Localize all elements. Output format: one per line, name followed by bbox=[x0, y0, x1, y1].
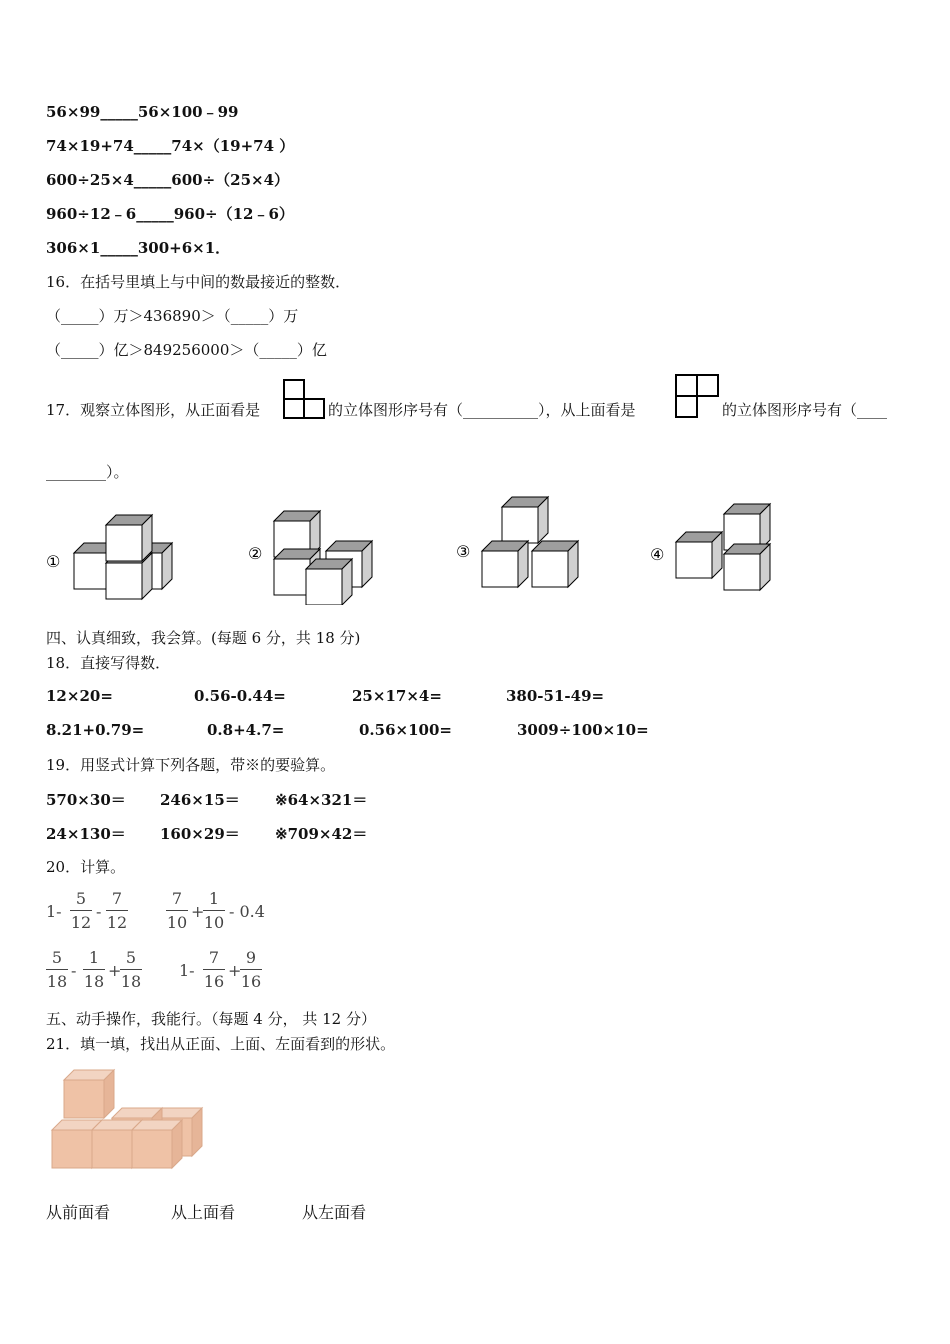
cube-figure-2 bbox=[246, 505, 386, 605]
question-16-title: 16．在括号里填上与中间的数最接近的整数． bbox=[46, 273, 351, 291]
q16-row: （_____）万＞436890＞（_____）万 bbox=[46, 307, 299, 325]
figure-label: ① bbox=[46, 552, 61, 571]
view-label-front: 从前面看 bbox=[46, 1203, 111, 1222]
question-21-title: 21．填一填，找出从正面、上面、左面看到的形状。 bbox=[46, 1035, 396, 1053]
comparison-line: 74×19+74_____74×（19+74 ） bbox=[46, 137, 295, 155]
q19-item: ※64×321＝ bbox=[275, 791, 368, 809]
fraction: 5 12 bbox=[70, 889, 92, 932]
fraction: 9 16 bbox=[240, 948, 262, 991]
q19-item: 24×130＝ bbox=[46, 825, 126, 843]
fraction: 1 18 bbox=[83, 948, 105, 991]
comparison-line: 56×99_____56×100﹣99 bbox=[46, 103, 239, 121]
question-17-middle: 的立体图形序号有（__________），从上面看是 bbox=[328, 401, 636, 419]
expr-text: - 0.4 bbox=[229, 902, 265, 921]
question-17-continuation: ________）。 bbox=[46, 463, 129, 481]
cube-figure-4 bbox=[648, 502, 788, 602]
cube-figure-3 bbox=[456, 493, 596, 593]
fraction: 5 18 bbox=[46, 948, 68, 991]
view-label-left: 从左面看 bbox=[302, 1203, 367, 1222]
fraction: 5 18 bbox=[120, 948, 142, 991]
question-20-title: 20．计算。 bbox=[46, 858, 126, 876]
expr-op: - bbox=[96, 902, 102, 921]
comparison-line: 306×1_____300+6×1． bbox=[46, 239, 231, 257]
expr-op: + bbox=[191, 902, 205, 921]
orange-cube-figure bbox=[48, 1068, 208, 1183]
question-17-suffix: 的立体图形序号有（____ bbox=[722, 401, 888, 419]
fraction: 7 16 bbox=[203, 948, 225, 991]
figure-label: ④ bbox=[650, 545, 665, 564]
q18-item: 12×20= bbox=[46, 687, 113, 705]
q16-row: （_____）亿＞849256000＞（_____）亿 bbox=[46, 341, 327, 359]
q18-item: 0.8+4.7= bbox=[207, 721, 285, 739]
fraction: 7 12 bbox=[106, 889, 128, 932]
expr-op: + bbox=[108, 961, 122, 980]
front-view-shape-icon bbox=[282, 378, 326, 420]
q19-item: 570×30＝ bbox=[46, 791, 126, 809]
q18-item: 8.21+0.79= bbox=[46, 721, 145, 739]
section-4-title: 四、认真细致，我会算。(每题 6 分，共 18 分) bbox=[46, 629, 361, 647]
fraction: 7 10 bbox=[166, 889, 188, 932]
q18-item: 0.56-0.44= bbox=[194, 687, 286, 705]
q18-item: 0.56×100= bbox=[359, 721, 452, 739]
expr-op: + bbox=[228, 961, 242, 980]
section-5-title: 五、动手操作，我能行。（每题 4 分， 共 12 分） bbox=[46, 1010, 376, 1028]
comparison-line: 600÷25×4_____600÷（25×4） bbox=[46, 171, 290, 189]
q19-item: 246×15＝ bbox=[160, 791, 240, 809]
q19-item: 160×29＝ bbox=[160, 825, 240, 843]
q18-item: 380-51-49= bbox=[506, 687, 605, 705]
fraction: 1 10 bbox=[203, 889, 225, 932]
expr-op: - bbox=[71, 961, 77, 980]
expr-text: 1- bbox=[179, 961, 195, 980]
question-17-prefix: 17．观察立体图形，从正面看是 bbox=[46, 401, 261, 419]
question-18-title: 18．直接写得数． bbox=[46, 654, 171, 672]
q18-item: 25×17×4= bbox=[352, 687, 442, 705]
figure-label: ③ bbox=[456, 542, 471, 561]
q19-item: ※709×42＝ bbox=[275, 825, 368, 843]
top-view-shape-icon bbox=[674, 373, 720, 419]
q18-item: 3009÷100×10= bbox=[517, 721, 649, 739]
expr-text: 1- bbox=[46, 902, 62, 921]
cube-figure-1 bbox=[44, 505, 184, 605]
question-19-title: 19．用竖式计算下列各题，带※的要验算。 bbox=[46, 756, 336, 774]
view-label-top: 从上面看 bbox=[171, 1203, 236, 1222]
figure-label: ② bbox=[248, 544, 263, 563]
comparison-line: 960÷12﹣6_____960÷（12﹣6） bbox=[46, 205, 294, 223]
